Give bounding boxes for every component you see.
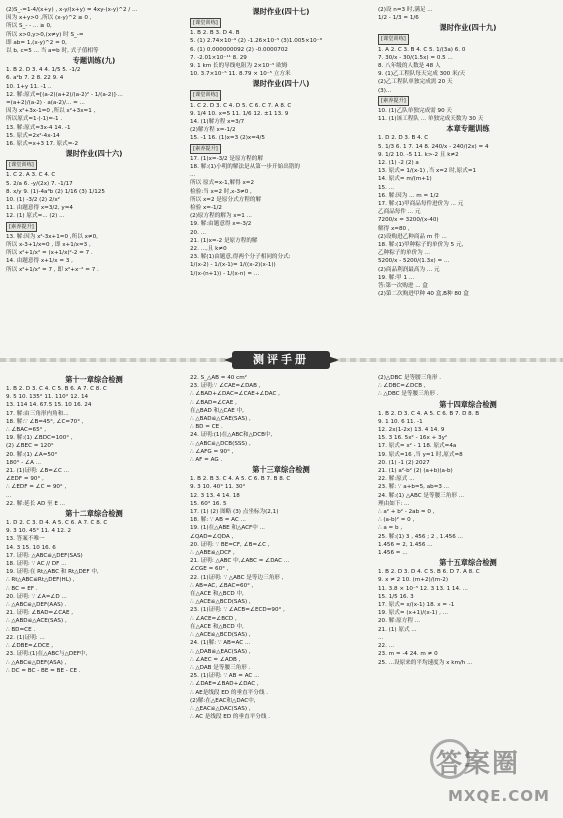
answer-line: (2)S_-=1-4/(x+y) , x-y/(x+y) = 4xy-(x-y)^2 / ...	[6, 7, 138, 13]
answer-line: ∴ ∠BAD=∠CAE ,	[190, 399, 237, 406]
answer-line: 22. S_△AB = 40 cm²	[190, 375, 247, 381]
section-tag: [课堂训练]	[190, 89, 372, 101]
answer-line: ∴ △ABC≌△DEF(ASA) ,	[6, 659, 67, 666]
answer-line: ...	[378, 634, 384, 641]
answer-line: 1. B 2. D 3. C 4. C 5. B 6. A 7. C 8. C	[6, 386, 107, 392]
answer-line: ∴ △DAB≌△EAC(SAS) ,	[190, 648, 251, 655]
answer-line: 1. C 2. A 3. C 4. C	[6, 172, 56, 179]
answer-line: 22. ...,且 k≠0	[190, 246, 227, 253]
answer-line: ∴ BD = CE .	[190, 424, 223, 431]
bottom-middle-lines	[190, 374, 372, 721]
answer-line: ∴ ∠AFG = 90° ,	[190, 448, 234, 455]
answer-line: 所以 x>0,y>0,(x≠y) 时 S_-=	[6, 31, 84, 38]
answer-line: 25. (1)证明: ∵ AB = AC ...	[190, 673, 260, 680]
section-heading: 课时作业(四十八)	[252, 79, 310, 89]
answer-line: 15. 3 16. 5x² - 16x + 3y²	[378, 435, 448, 442]
answer-line: 所以 x²+1/x² = (x+1/x)²-2 = 7 .	[6, 250, 93, 257]
answer-line: 19. (1)在△ABE 和△ACF中 ...	[190, 525, 265, 532]
answer-line: ∴ ∠DBC=∠DCB ,	[378, 383, 426, 390]
answer-line: 21. 证明: △ABC 中,∠ABC = ∠DAC ...	[190, 558, 290, 565]
answer-line: 13. 解:因为 x²-3x+1=0 ,所以 x≠0,	[6, 233, 98, 240]
answer-line: ∴ △BAD≌△CAE(SAS) ,	[190, 416, 251, 423]
answer-line: 12. 解:原式=[(a-2)(a+2)/(a-2)² - 1/(a-2)]·...	[6, 91, 123, 98]
answer-line: 1. B 2. B 3. D 4. B	[190, 30, 240, 37]
answer-line: 1. B 2. D 3. 4 4. 1/5 5. -1/2	[6, 67, 81, 74]
answer-line: 5. 1/3 6. 1 7. 14 8. 240/x - 240/(2x) = 4	[378, 143, 489, 150]
answer-line: 9. 1 10. 6 11. -1	[378, 418, 423, 425]
answer-line: 1. D 2. C 3. D 4. A 5. C 6. A 7. C 8. C	[6, 520, 108, 527]
answer-line: (2)△DBC 是等腰三角形 .	[378, 375, 442, 381]
answer-line: 6. (1) 0.000000092 (2) -0.0000702	[190, 46, 288, 53]
answer-line: 9. (1)乙工程队每天完成 300 米/天	[378, 71, 466, 78]
answer-line: 19. 原式= (x+1)/(x-1) , ...	[378, 610, 449, 617]
answer-line: 1. B 2. B 3. C 4. A 5. C 6. B 7. B 8. C	[190, 476, 291, 483]
top-middle-column	[190, 6, 372, 346]
section-heading: 本章专题训练	[446, 124, 490, 134]
section-banner	[0, 349, 563, 371]
answer-line: 23. 证明:(1)在△ABC与△DEF中,	[6, 651, 88, 658]
answer-line: 所以原式=1·(-1)=-1 .	[6, 116, 63, 123]
answer-line: ∴ △ACE≌△BCD(SAS) ,	[190, 599, 251, 606]
answer-line: 23. 解(1)由题意,得两个分子相同的分式:	[190, 254, 291, 261]
answer-line: 17. 解:由三角形内角和...	[6, 410, 69, 417]
section-heading: 第十五章综合检测	[439, 558, 497, 568]
bottom-left-lines	[6, 374, 182, 675]
answer-line: 15. 60° 16. 5	[190, 500, 227, 507]
answer-line: 乙商品每件 ... 元	[378, 209, 421, 216]
answer-line: 15. 1/5 16. 3	[378, 593, 414, 600]
answer-line: 在△ACE 和△BCD 中,	[190, 623, 244, 630]
answer-line: 所以 S_- - ... ≥ 0,	[6, 23, 52, 30]
answer-line: 18. 解:∵ ∠B=45°, ∠C=70° ,	[6, 418, 84, 425]
answer-line: 10. (1)乙队单独完成需 90 天	[378, 108, 453, 115]
answer-line: 180° - ∠A ...	[6, 459, 42, 466]
answer-line: 22. (1)证明: ∵ △ABC 是等边三角形 ,	[190, 574, 284, 581]
answer-line: 16. 解:因为 ... m = 1/2	[378, 192, 439, 199]
answer-line: 在△BAD 和△CAE 中,	[190, 407, 244, 414]
answer-line: 14. 原式= m/(m+1)	[378, 176, 432, 183]
answer-line: 20. 解:原方程 ...	[378, 618, 421, 625]
answer-line: 1. B 2. D 3. D 4. C 5. B 6. D 7. A 8. C	[378, 569, 480, 576]
answer-line: 20. (1) -1 (2) 2027	[378, 459, 430, 466]
top-right-column	[378, 6, 558, 346]
answer-line: 理由如下: ...	[378, 500, 410, 507]
answer-line: 18. 解: ∵ AB = AC ...	[190, 517, 246, 524]
answer-line: 15. ...	[378, 184, 395, 191]
answer-line: 13. 114 14. 67.5 15. 10 16. 24	[6, 402, 92, 409]
answer-line: 16. 原式=x+3 17. 原式=-2	[6, 141, 79, 148]
answer-line: ∴ △DBC 是等腰三角形 .	[378, 391, 439, 398]
answer-line: 19. 解:甲 1 ...	[378, 274, 415, 281]
answer-line: 9. 3 10. 40° 11. 30°	[190, 484, 246, 491]
answer-line: 1. A 2. C 3. B 4. C 5. 1/(3a) 6. 0	[378, 46, 466, 53]
answer-line: 10. 1+y 11. -1 ..	[6, 83, 52, 90]
answer-line: 1/2 - 1/3 = 1/6	[378, 15, 419, 22]
section-heading: 课时作业(四十六)	[65, 149, 123, 159]
answer-line: 12. 3 13. 4 14. 18	[190, 492, 240, 499]
answer-line: ∴ ∠DBE=∠DCE ,	[6, 643, 54, 650]
watermark-sub-text: MXQE.COM	[448, 787, 550, 805]
answer-line: 8. x/y 9. (1)-4a³b (2) 1/16 (3) 1/125	[6, 188, 105, 195]
answer-line: ∴ △ABD≌△ACE(SAS) ,	[6, 618, 67, 625]
answer-line: 18. 解:(1)甲种粽子的单价为 5 元,	[378, 242, 464, 249]
section-heading: 第十二章综合检测	[65, 509, 123, 519]
answer-line: ∴ (a-b)² = 0 ,	[378, 517, 415, 524]
answer-line: ∴ Rt△ABC≌Rt△DEF(HL) ,	[6, 577, 75, 584]
answer-line: 所以 x=2 是原分式方程的解	[190, 196, 262, 203]
answer-line: 9. 3 10. 45° 11. 4 12. 2	[6, 528, 72, 535]
answer-line: ∴ ∠AEC = ∠ADB ,	[190, 656, 241, 663]
answer-line: 17. 原式= x/(x-1) 18. x = -1	[378, 602, 455, 609]
section-tag: [素养提升]	[6, 221, 182, 233]
answer-line: 即 ab= 1,(x-y)^2 = 0,	[6, 39, 67, 46]
answer-line: 在△ACE 和△BCD 中,	[190, 591, 244, 598]
answer-line: ∴ BD=CE .	[6, 626, 36, 633]
section-tag: [课堂训练]	[190, 17, 372, 29]
section-tag: [课堂训练]	[6, 159, 182, 171]
answer-line: 1. D 2. D 3. B 4. C	[378, 135, 429, 142]
answer-line: 13. 原式= 1/(x-1) ,当 x=2 时,原式=1	[378, 168, 477, 175]
answer-line: 1/(x-2) - 1/(x-1)= 1/((x-2)(x-1))	[190, 262, 276, 269]
answer-line: 11. (1)该工程队 ... 单独完成天数为 30 天	[378, 116, 484, 123]
answer-line: 所以 原式=x-1,解得 x=2	[190, 180, 255, 187]
answer-line: (2)商品利润最高为 ... 元	[378, 266, 440, 273]
answer-line: 21. (1)证明: ∠B=∠C ...	[6, 468, 70, 475]
answer-line: =(a+2)/(a-2) · a(a-2)/... = ...	[6, 100, 85, 107]
answer-line: ∠QAD=∠QDA ,	[190, 533, 234, 540]
answer-line: 23. 解: ∵ a+b=5, ab=3 ...	[378, 484, 450, 491]
watermark-main-text: 答案圈	[436, 749, 521, 779]
answer-line: 13. 答案不唯一	[6, 536, 45, 543]
section-tag: [素养提升]	[378, 95, 558, 107]
answer-line: 17. (1) (2) 图略 (3) 点坐标为(2,1)	[190, 509, 279, 516]
answer-line: 20. 证明: ∵ BE=CF, ∠B=∠C ,	[190, 541, 270, 548]
answer-line: 5. (1) 2.74×10⁻⁹ (2) -1.26×10⁻⁵ (3)1.005×10⁻⁸	[190, 38, 322, 45]
answer-line: ...	[190, 172, 196, 179]
answer-line: 因为 x+y>0 ,所以 (x-y)^2 ≥ 0 ,	[6, 15, 92, 22]
answer-line: 20. 证明: ∵ ∠A=∠D ...	[6, 593, 67, 600]
section-tag: [课堂训练]	[378, 33, 558, 45]
answer-line: 19. 原式=16 ,当 y=1 时,原式=8	[378, 451, 463, 458]
answer-line: 12. (1) 原式=... (2) ...	[6, 213, 65, 220]
answer-line: 9. x ≠ 2 10. (m+2)/(m-2)	[378, 577, 449, 584]
answer-line: 1.456 = 2, 1.456 ...	[378, 541, 433, 548]
answer-line: 1. C 2. D 3. C 4. D 5. C 6. C 7. A 8. C	[190, 102, 292, 109]
section-heading: 课时作业(四十九)	[439, 23, 497, 33]
answer-line: 7. 30/x - 30/(1.5x) = 0.5 ...	[378, 54, 453, 61]
answer-line: 21. (1) a²-b² (2) (a+b)(a-b)	[378, 468, 453, 475]
answer-line: ∴ △DAB 是等腰三角形 .	[190, 664, 251, 671]
answer-line: 12. 2x(1-2x) 13. 4 14. 9	[378, 427, 445, 434]
answer-line: (2)原方程的解为 x=1 ...	[190, 213, 252, 220]
answer-line: ∴ AC 是线段 ED 的垂直平分线 .	[190, 714, 271, 721]
answer-line: 17. 原式= x² - 1 18. 原式=4a	[378, 443, 457, 450]
answer-line: 乙种粽子的单价为 ...	[378, 250, 430, 257]
answer-line: 22. (1)证明: ...	[6, 634, 45, 641]
answer-line: 15. 原式=2x²-4x-14	[6, 132, 60, 139]
answer-line: 20. ...	[190, 229, 207, 236]
watermark-logo	[430, 735, 555, 813]
answer-line: 21. (1) 原式 ...	[378, 626, 417, 633]
answer-line: 14. (1)解方程 x=3/7	[190, 119, 245, 126]
answer-line: 12. (1) -2 (2) a	[378, 160, 419, 167]
answer-line: (3)...	[378, 87, 392, 94]
section-heading: 第十一章综合检测	[65, 375, 123, 384]
answer-line: 24. 证明:(1)在△ABC和△DCB中,	[190, 432, 273, 439]
answer-line: 1/(x-(n+1)) - 1/(x-n) = ...	[190, 270, 260, 277]
answer-line: 因为 x²+3x-1=0 ,所以 x²+3x=1 ,	[6, 108, 96, 115]
answer-line: 24. (1)解: ∵ AB=AC ...	[190, 640, 251, 647]
bottom-right-column	[378, 374, 558, 734]
answer-line: 14. 3 15. 10 16. 6	[6, 544, 56, 551]
answer-line: 19. 解:(1) ∠BDC=100° ,	[6, 435, 73, 442]
answer-line: ∴ △EAC≌△DAC(SAS) ,	[190, 705, 251, 712]
answer-line: 所以 x²+1/x² = 7 , 即 x²+x⁻² = 7 .	[6, 266, 99, 273]
answer-line: 9. 1/4 10. x=5 11. 1/6 12. ±1 13. 9	[190, 110, 289, 117]
top-left-column	[6, 6, 182, 346]
answer-line: ∴ △ABC≌△DCB(SSS) ,	[190, 440, 251, 447]
bottom-middle-column	[190, 374, 372, 814]
bottom-right-lines	[378, 374, 558, 667]
answer-line: ...	[6, 492, 12, 499]
answer-line: 9. 1 km 长的导线电阻为 2×10⁻⁵ 欧姆	[190, 63, 288, 70]
answer-line: 25. ...设原来的平均速度为 x km/h ...	[378, 659, 473, 666]
answer-line: ∴ AE是线段 ED 的垂直平分线 .	[190, 689, 268, 696]
answer-line: (2)乙工程队单独完成需 20 天	[378, 79, 453, 86]
answer-line: 检验:当 x=2 时,x-3≠0 ,	[190, 188, 252, 195]
answer-line: ∴ AB=AC, ∠BAC=60° ,	[190, 582, 254, 589]
answer-line: ∴ △ABC≌△DEF(AAS) .	[6, 602, 67, 609]
section-heading: 第十三章综合检测	[252, 465, 310, 475]
answer-line: ∠CGE = 60° ,	[190, 566, 229, 573]
answer-line: 24. 解:(1) △ABC 是等腰三角形 ...	[378, 492, 465, 499]
answer-line: (2)第二次购进甲种 40 盒,B种 80 盒	[378, 291, 469, 298]
answer-line: 17. 解:(1)甲商品每件进价为 ... 元	[378, 201, 464, 208]
answer-line: 9. 5 10. 135° 11. 110° 12. 14	[6, 394, 89, 401]
answer-line: 以 b, c=5 ... 当 a=b 时, 式子值相等	[6, 48, 99, 55]
answer-line: 19. 解:由题意得 x=-3/2	[190, 221, 252, 228]
answer-line: ∴ BC = EF .	[6, 585, 38, 592]
answer-line: 所以 x-3+1/x=0 , 即 x+1/x=3 ,	[6, 242, 91, 249]
section-tag: [素养提升]	[190, 143, 372, 155]
answer-line: 25. 解:(1) 3 , 456 ; 2 , 1.456 ...	[378, 533, 463, 540]
answer-line: 22. 解:延长 AD 至 E ...	[6, 500, 66, 507]
top-right-lines	[378, 6, 558, 299]
answer-line: 14. 由题意得 x+1/x = 3 ,	[6, 258, 73, 265]
answer-line: 17. 证明: △ABC≌△DEF(SAS)	[6, 552, 83, 559]
answer-line: ∴ △ACE≌△BCD(SAS) ,	[190, 632, 251, 639]
banner-title: 测评手册	[232, 351, 330, 369]
section-heading: 课时作业(四十七)	[252, 7, 310, 16]
answer-line: 13. 解:原式=3x-4 14. -1	[6, 124, 71, 131]
bottom-left-column	[6, 374, 182, 814]
answer-line: 1. B 2. D 3. C 4. A 5. C 6. B 7. D 8. B	[378, 410, 480, 417]
answer-line: (2)解方程 x=-1/2	[190, 127, 236, 134]
answer-line: 18. 解:(1)小明的解法是从第一步开始出错的	[190, 164, 300, 171]
answer-line: 8. 八年级的人数是 48 人	[378, 63, 441, 70]
answer-line: (2)设 n=3 时,满足 ...	[378, 7, 433, 13]
answer-line: (2)解:在△EAC和△DAC中,	[190, 697, 256, 704]
answer-line: ∴ △ABE≌△DCF ,	[190, 550, 235, 557]
answer-line: 19. 证明:在 Rt△ABC 和 Rt△DEF 中,	[6, 569, 99, 576]
answer-line: 6. a²b 7. 2 8. 22 9. 4	[6, 75, 64, 82]
answer-line: ∴ a² + b² - 2ab = 0 ,	[378, 509, 435, 516]
answer-line: ∴ ∠DAE=∠BAD+∠DAC ,	[190, 681, 259, 688]
answer-line: 23. 证明:∵ ∠CAE=∠DAB ,	[190, 383, 261, 390]
answer-line: ∴ ∠ACE=∠BCD ,	[190, 615, 237, 622]
answer-line: 解得 x=80 ,	[378, 225, 410, 232]
answer-line: ∴ ∠BAD+∠DAC=∠CAE+∠DAC ,	[190, 391, 280, 398]
answer-line: 18. 证明: ∵ AC // DF ...	[6, 561, 67, 568]
answer-line: ∴ AF = AG .	[190, 457, 223, 464]
answer-line: ∴ a = b ,	[378, 525, 403, 532]
answer-line: 7. -2.01×10⁻¹¹ 8. 29	[190, 54, 247, 61]
answer-line: 21. (1)x=-2 是原方程的解	[190, 237, 258, 244]
answer-line: 22. 解:原式 ...	[378, 476, 415, 483]
answer-line: 20. 解:(1) ∠A=50°	[6, 451, 58, 458]
answer-line: 11. 3.8 × 10⁻⁵ 12. 3 13. 1 14. ...	[378, 585, 468, 592]
answer-line: 10. (1) -3/2 (2) 2/x²	[6, 197, 60, 204]
answer-line: 1.456 = ...	[378, 550, 408, 557]
answer-line: 7200/x = 3200/(x-40)	[378, 217, 439, 224]
answer-line: (2) ∠BEC = 120°	[6, 443, 54, 450]
answer-line: 15. -1 16. (1)x=3 (2)x=4/5	[190, 135, 265, 142]
answer-line: 23. (1)证明: ∵ ∠ACB=∠ECD=90° ,	[190, 607, 285, 614]
answer-line: ∴ DC = BC - BE = BE - CE .	[6, 667, 81, 674]
answer-line: 5. 2/a 6. -y/(2x) 7. -1/17	[6, 180, 73, 187]
answer-line: 5200/x - 5200/(1.3x) = ...	[378, 258, 450, 265]
section-heading: 第十四章综合检测	[439, 399, 497, 409]
answer-line: ∠EDF = 90° ,	[6, 476, 44, 483]
answer-line: 9. 1/2 10. -5 11. k>-2 且 k≠2	[378, 151, 459, 158]
answer-line: 答:第一次购进 ... 盒	[378, 283, 428, 290]
section-heading: 专题训练(九)	[72, 56, 116, 66]
top-middle-lines	[190, 6, 372, 278]
answer-line: 检验 x=-1/2	[190, 205, 222, 212]
answer-line: 11. 由题意得 x=3/2, y=4	[6, 205, 73, 212]
answer-line: 17. (1)x=-3/2 是原方程的解	[190, 155, 263, 162]
answer-line: ∴ ∠BAC=65° ,	[6, 427, 46, 434]
answer-line: (2)设购进乙种商品 m 件 ...	[378, 233, 447, 240]
top-left-lines	[6, 6, 182, 274]
answer-line: 21. 证明: ∠BAD=∠CAE ,	[6, 610, 74, 617]
answer-line: 22. ...	[378, 643, 395, 650]
answer-line: 23. m = -4 24. m ≠ 0	[378, 651, 438, 658]
banner-cap-right	[325, 355, 339, 365]
answer-line: 10. 3.7×10⁻⁵ 11. 8.79 × 10⁻⁵ 立方米	[190, 71, 291, 78]
answer-line: ∴ ∠EDF = ∠C = 90° ,	[6, 484, 67, 491]
